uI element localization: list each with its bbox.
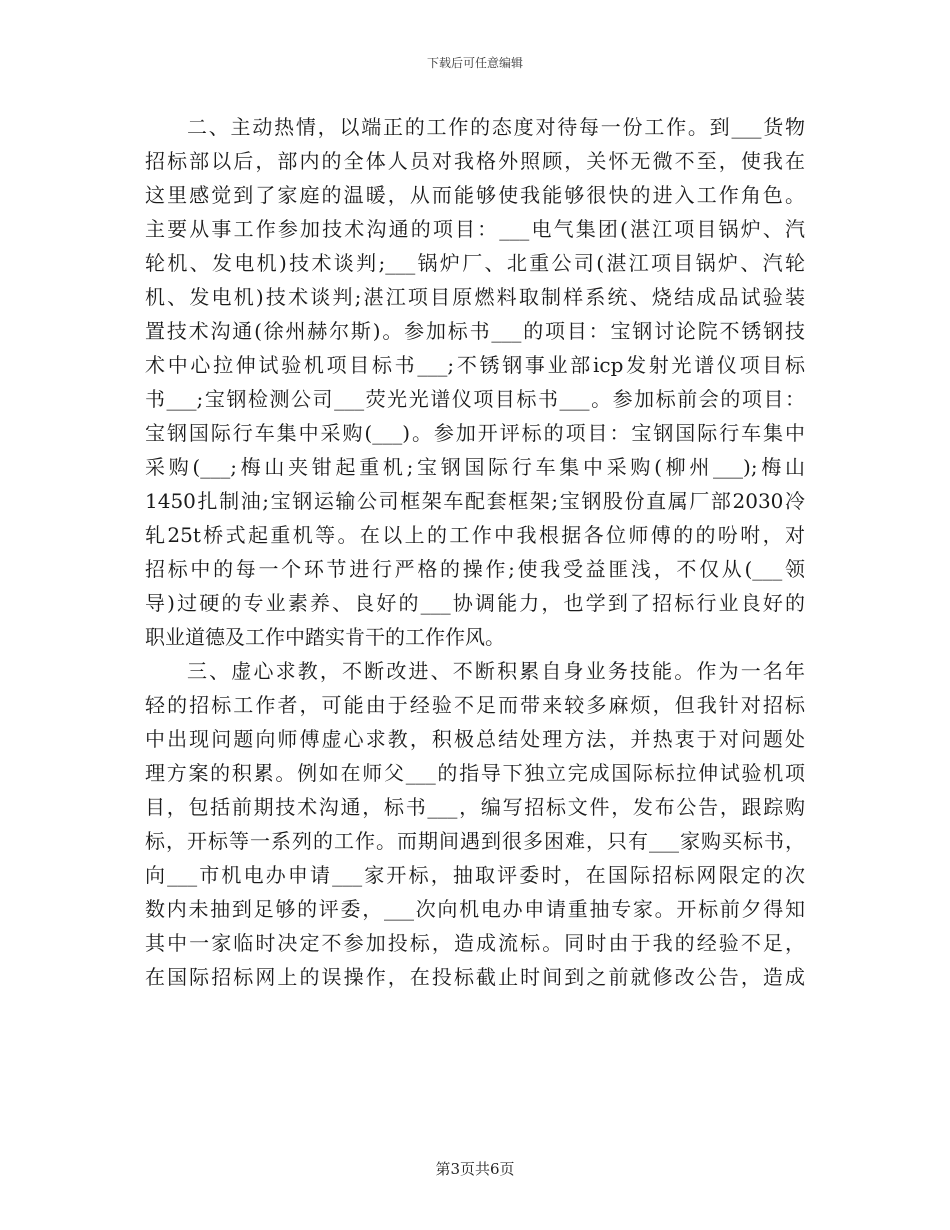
- text-line: 二、主动热情，以端正的工作的态度对待每一份工作。到___货物: [187, 115, 805, 139]
- text-line: 向___市机电办申请___家开标，抽取评委时，在国际招标网限定的次: [145, 863, 805, 887]
- text-line: 标，开标等一系列的工作。而期间遇到很多困难，只有___家购买标书，: [145, 829, 805, 853]
- text-line: 数内未抽到足够的评委，___次向机电办申请重抽专家。开标前夕得知: [145, 897, 805, 921]
- paragraph-1: [145, 110, 805, 654]
- text-line: 理方案的积累。例如在师父___的指导下独立完成国际标拉伸试验机项: [145, 761, 805, 785]
- text-line: 其中一家临时决定不参加投标，造成流标。同时由于我的经验不足，: [145, 931, 805, 955]
- text-line: 轧25t桥式起重机等。在以上的工作中我根据各位师傅的的吩咐，对: [145, 523, 805, 547]
- text-line: 招标部以后，部内的全体人员对我格外照顾，关怀无微不至，使我在: [145, 149, 805, 173]
- text-line: 中出现问题向师傅虚心求教，积极总结处理方法，并热衷于对问题处: [145, 727, 805, 751]
- text-line: 轮机、发电机)技术谈判;___锅炉厂、北重公司(湛江项目锅炉、汽轮: [145, 251, 805, 275]
- page-footer: 第3页共6页: [435, 1160, 515, 1178]
- text-line: 目，包括前期技术沟通，标书___，编写招标文件，发布公告，跟踪购: [145, 795, 805, 819]
- page-header: 下载后可任意编辑: [426, 56, 523, 70]
- text-line: 1450扎制油;宝钢运输公司框架车配套框架;宝钢股份直属厂部2030冷: [145, 489, 805, 513]
- text-line: 在国际招标网上的误操作，在投标截止时间到之前就修改公告，造成: [145, 965, 805, 989]
- text-line: 三、虚心求教，不断改进、不断积累自身业务技能。作为一名年: [187, 659, 805, 683]
- text-line: 置技术沟通(徐州赫尔斯)。参加标书___的项目：宝钢讨论院不锈钢技: [145, 319, 805, 343]
- document-body: [145, 110, 805, 994]
- text-line: 这里感觉到了家庭的温暖，从而能够使我能够很快的进入工作角色。: [145, 183, 805, 207]
- paragraph-2: [145, 654, 805, 994]
- text-line: 采购(___;梅山夹钳起重机;宝钢国际行车集中采购(柳州___);梅山: [145, 455, 805, 479]
- text-line: 书___;宝钢检测公司___荧光光谱仪项目标书___。参加标前会的项目：: [145, 387, 805, 411]
- text-line: 主要从事工作参加技术沟通的项目：___电气集团(湛江项目锅炉、汽: [145, 217, 805, 241]
- text-line: 职业道德及工作中踏实肯干的工作作风。: [145, 625, 505, 649]
- text-line: 轻的招标工作者，可能由于经验不足而带来较多麻烦，但我针对招标: [145, 693, 805, 717]
- text-line: 导)过硬的专业素养、良好的___协调能力，也学到了招标行业良好的: [145, 591, 805, 615]
- text-line: 招标中的每一个环节进行严格的操作;使我受益匪浅，不仅从(___领: [145, 557, 805, 581]
- text-line: 机、发电机)技术谈判;湛江项目原燃料取制样系统、烧结成品试验装: [145, 285, 805, 309]
- text-line: 宝钢国际行车集中采购(___)。参加开评标的项目：宝钢国际行车集中: [145, 421, 805, 445]
- text-line: 术中心拉伸试验机项目标书___;不锈钢事业部icp发射光谱仪项目标: [145, 353, 805, 377]
